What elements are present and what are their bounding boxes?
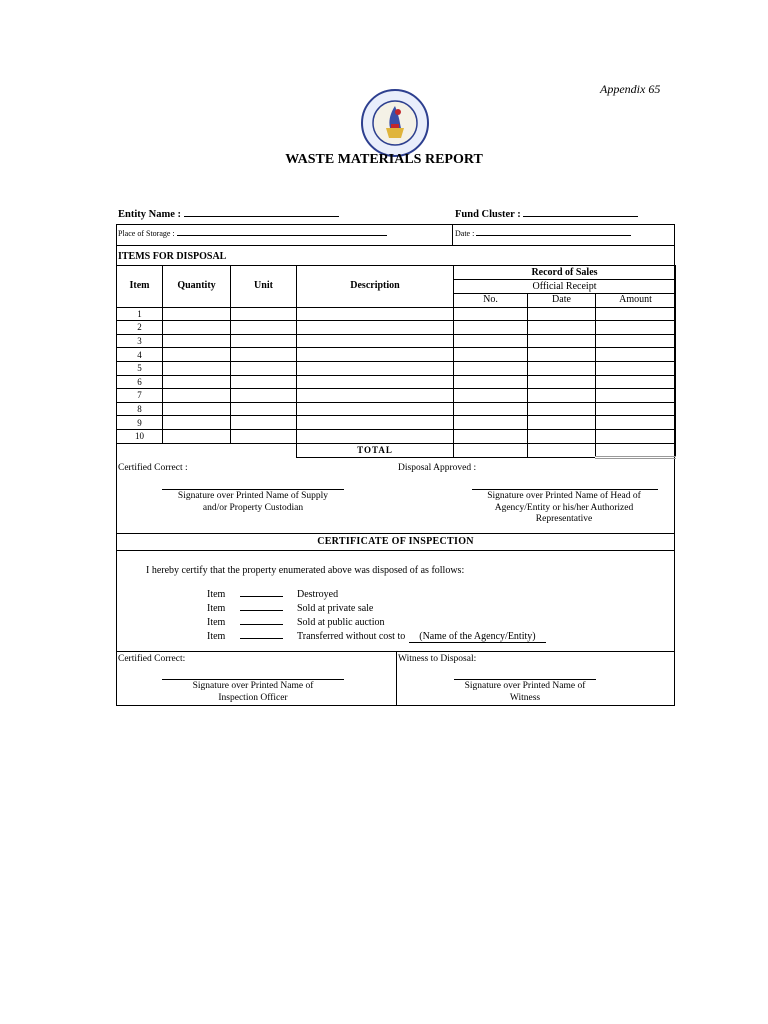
quantity-cell[interactable]: [163, 361, 231, 375]
unit-cell[interactable]: [231, 321, 297, 335]
record-of-sales-header: Record of Sales: [454, 266, 676, 280]
quantity-cell[interactable]: [163, 321, 231, 335]
witness-label: Witness to Disposal:: [398, 654, 477, 664]
total-no-cell[interactable]: [454, 443, 528, 458]
divider: [116, 550, 675, 551]
receipt-date-cell[interactable]: [528, 416, 596, 430]
item-number-cell: 8: [117, 402, 163, 416]
place-of-storage-label: Place of Storage :: [118, 229, 175, 238]
disposal-item-blank[interactable]: [240, 587, 283, 597]
entity-name-line: [184, 207, 339, 217]
official-receipt-header: Official Receipt: [454, 280, 676, 294]
quantity-cell[interactable]: [163, 416, 231, 430]
receipt-amount-cell[interactable]: [596, 402, 676, 416]
quantity-cell[interactable]: [163, 334, 231, 348]
deped-seal-icon: [360, 88, 430, 158]
item-number-cell: 5: [117, 361, 163, 375]
date-label: Date :: [455, 229, 475, 238]
receipt-amount-cell[interactable]: [596, 429, 676, 443]
inspection-officer-signature-line[interactable]: [162, 679, 344, 680]
disposal-option: [207, 615, 385, 628]
receipt-date-cell[interactable]: [528, 402, 596, 416]
unit-cell[interactable]: [231, 348, 297, 362]
table-row: [117, 361, 676, 375]
disposal-option: [207, 629, 546, 642]
description-cell[interactable]: [297, 389, 454, 403]
description-cell[interactable]: [297, 334, 454, 348]
receipt-no-cell[interactable]: [454, 334, 528, 348]
receipt-date-cell[interactable]: [528, 429, 596, 443]
witness-signature-line[interactable]: [454, 679, 596, 680]
description-cell[interactable]: [297, 375, 454, 389]
items-section-title: ITEMS FOR DISPOSAL: [118, 251, 227, 262]
storage-divider: [452, 224, 453, 245]
unit-cell[interactable]: [231, 402, 297, 416]
disposal-item-label: Item: [207, 603, 226, 614]
disposal-item-blank[interactable]: [240, 615, 283, 625]
head-of-agency-signature: Signature over Printed Name of Head of Agency/Entity or his/her Authorized Representative: [487, 491, 641, 524]
quantity-cell[interactable]: [163, 348, 231, 362]
total-amount-cell[interactable]: [596, 443, 676, 458]
receipt-date-cell[interactable]: [528, 307, 596, 321]
unit-cell[interactable]: [231, 429, 297, 443]
table-row: [117, 402, 676, 416]
item-number-cell: 3: [117, 334, 163, 348]
total-label: TOTAL: [297, 443, 454, 458]
inspection-title: CERTIFICATE OF INSPECTION: [317, 536, 474, 547]
col-receipt-date: Date: [528, 294, 596, 308]
receipt-no-cell[interactable]: [454, 307, 528, 321]
receipt-amount-cell[interactable]: [596, 416, 676, 430]
receipt-no-cell[interactable]: [454, 389, 528, 403]
disposal-option-label: Destroyed: [297, 589, 339, 600]
disposal-item-blank[interactable]: [240, 629, 283, 639]
item-number-cell: 10: [117, 429, 163, 443]
total-date-cell[interactable]: [528, 443, 596, 458]
disposal-item-label: Item: [207, 589, 226, 600]
unit-cell[interactable]: [231, 361, 297, 375]
description-cell[interactable]: [297, 429, 454, 443]
receipt-no-cell[interactable]: [454, 348, 528, 362]
unit-cell[interactable]: [231, 416, 297, 430]
item-number-cell: 1: [117, 307, 163, 321]
item-number-cell: 9: [117, 416, 163, 430]
entity-name-label: Entity Name :: [118, 209, 181, 220]
table-row: [117, 348, 676, 362]
quantity-cell[interactable]: [163, 402, 231, 416]
inspection-divider: [396, 651, 397, 706]
unit-cell[interactable]: [231, 307, 297, 321]
unit-cell[interactable]: [231, 375, 297, 389]
receipt-no-cell[interactable]: [454, 321, 528, 335]
supply-custodian-signature: Signature over Printed Name of Supply and/or Property Custodian: [177, 491, 329, 513]
table-row: [117, 321, 676, 335]
receipt-no-cell[interactable]: [454, 402, 528, 416]
disposal-item-label: Item: [207, 631, 226, 642]
appendix-label: Appendix 65: [600, 82, 661, 96]
inspection-certified-label: Certified Correct:: [118, 654, 186, 664]
description-cell[interactable]: [297, 361, 454, 375]
disposal-item-label: Item: [207, 617, 226, 628]
col-quantity: Quantity: [163, 266, 231, 308]
table-row: [117, 334, 676, 348]
date-field[interactable]: [455, 229, 631, 238]
description-cell[interactable]: [297, 307, 454, 321]
entity-name-field[interactable]: [118, 207, 339, 220]
receipt-date-cell[interactable]: [528, 334, 596, 348]
description-cell[interactable]: [297, 348, 454, 362]
unit-cell[interactable]: [231, 334, 297, 348]
receipt-no-cell[interactable]: [454, 416, 528, 430]
disposal-option-label: Sold at private sale: [297, 603, 374, 614]
description-cell[interactable]: [297, 321, 454, 335]
description-cell[interactable]: [297, 402, 454, 416]
item-number-cell: 7: [117, 389, 163, 403]
disposal-option: [207, 601, 373, 614]
receipt-amount-cell[interactable]: [596, 307, 676, 321]
supply-custodian-signature-line[interactable]: [162, 489, 344, 490]
items-table: [116, 265, 676, 459]
receipt-amount-cell[interactable]: [596, 361, 676, 375]
receipt-date-cell[interactable]: [528, 375, 596, 389]
col-receipt-amount: Amount: [596, 294, 676, 308]
disposal-option: [207, 587, 338, 600]
disposal-approved-label: Disposal Approved :: [398, 463, 477, 473]
divider: [116, 533, 675, 534]
item-number-cell: 2: [117, 321, 163, 335]
fund-cluster-field[interactable]: [455, 207, 638, 220]
receipt-no-cell[interactable]: [454, 375, 528, 389]
receipt-amount-cell[interactable]: [596, 321, 676, 335]
receipt-date-cell[interactable]: [528, 389, 596, 403]
place-of-storage-line: [177, 229, 387, 236]
table-row: [117, 375, 676, 389]
certified-correct-label: Certified Correct :: [118, 463, 188, 473]
date-line: [476, 229, 631, 236]
item-number-cell: 6: [117, 375, 163, 389]
item-number-cell: 4: [117, 348, 163, 362]
witness-signature: Signature over Printed Name of Witness: [464, 681, 586, 703]
col-unit: Unit: [231, 266, 297, 308]
unit-cell[interactable]: [231, 389, 297, 403]
agency-name-field[interactable]: (Name of the Agency/Entity): [409, 631, 545, 643]
fund-cluster-label: Fund Cluster :: [455, 209, 521, 220]
disposal-option-label: Sold at public auction: [297, 617, 385, 628]
receipt-amount-cell[interactable]: [596, 334, 676, 348]
receipt-date-cell[interactable]: [528, 321, 596, 335]
receipt-no-cell[interactable]: [454, 429, 528, 443]
quantity-cell[interactable]: [163, 375, 231, 389]
table-row: [117, 416, 676, 430]
table-row: [117, 389, 676, 403]
receipt-date-cell[interactable]: [528, 348, 596, 362]
receipt-date-cell[interactable]: [528, 361, 596, 375]
divider: [116, 245, 675, 246]
receipt-amount-cell[interactable]: [596, 375, 676, 389]
inspection-statement: I hereby certify that the property enumerated above was disposed of as follows:: [146, 565, 465, 576]
col-description: Description: [297, 266, 454, 308]
col-item: Item: [117, 266, 163, 308]
receipt-no-cell[interactable]: [454, 361, 528, 375]
col-receipt-no: No.: [454, 294, 528, 308]
place-of-storage-field[interactable]: [118, 229, 387, 238]
inspection-officer-signature: Signature over Printed Name of Inspection Officer: [192, 681, 314, 703]
table-row: [117, 307, 676, 321]
quantity-cell[interactable]: [163, 389, 231, 403]
fund-cluster-line: [523, 207, 638, 217]
description-cell[interactable]: [297, 416, 454, 430]
page-title: WASTE MATERIALS REPORT: [285, 152, 483, 167]
quantity-cell[interactable]: [163, 307, 231, 321]
receipt-amount-cell[interactable]: [596, 389, 676, 403]
disposal-item-blank[interactable]: [240, 601, 283, 611]
receipt-amount-cell[interactable]: [596, 348, 676, 362]
table-row: [117, 429, 676, 443]
quantity-cell[interactable]: [163, 429, 231, 443]
disposal-option-label: Transferred without cost to: [297, 631, 406, 642]
head-of-agency-signature-line[interactable]: [472, 489, 658, 490]
